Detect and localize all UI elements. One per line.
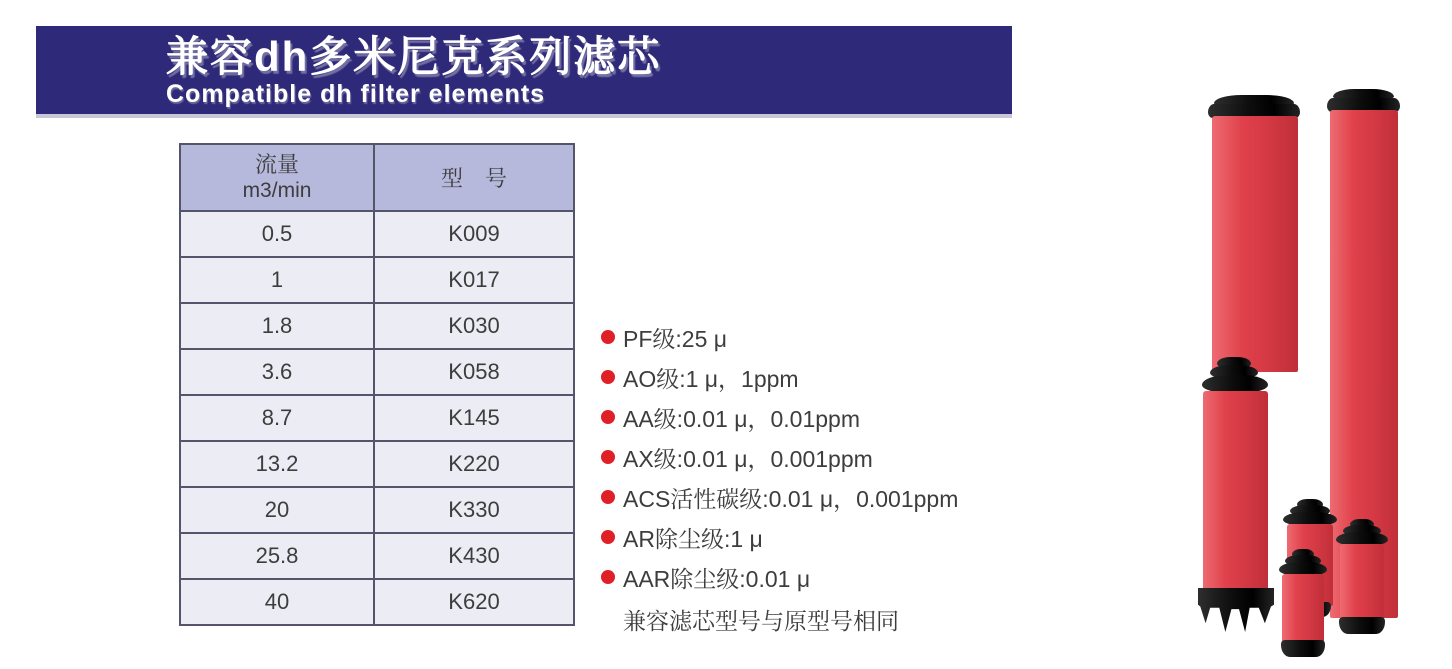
filter-body [1212,116,1298,372]
table-row [180,257,574,303]
column-header-flow [180,144,374,211]
bullet-icon [601,410,615,424]
column-header-model: 型 号 [374,144,574,211]
flow-cell: 1.8 [180,303,374,349]
flow-model-table [179,143,575,626]
table-header-row [180,144,574,211]
filter-bottom-ring [1289,602,1331,617]
bullet-icon [601,490,615,504]
page-subtitle: Compatible dh filter elements [166,80,546,108]
flow-cell: 0.5 [180,211,374,257]
header-banner [36,26,1012,118]
table-row [180,487,574,533]
filter-base-spikes [1198,588,1274,632]
bullet-icon [601,570,615,584]
spec-note: 兼容滤芯型号与原型号相同 [623,608,899,634]
filter-cap-icon [1217,357,1251,369]
spec-text: AA级:0.01 μ，0.01ppm [623,405,860,432]
filter-bottom-ring [1339,617,1385,634]
list-item [601,357,958,397]
filter-cap-icon [1283,512,1337,526]
filter-cap-icon [1202,375,1268,393]
flow-cell: 3.6 [180,349,374,395]
filter-cap-icon [1350,519,1374,529]
table-row [180,211,574,257]
filter-body [1340,544,1384,621]
filter-body [1330,110,1398,618]
filter-grade-list [601,317,958,636]
bullet-icon [601,370,615,384]
filter-cap-icon [1297,499,1323,509]
list-item [601,477,958,517]
filter-body [1282,574,1324,644]
filter-body [1287,524,1333,606]
model-cell: K009 [374,211,574,257]
bullet-icon [601,450,615,464]
filter-cap-icon [1208,104,1300,118]
model-cell: K058 [374,349,574,395]
filter-cap-icon [1214,95,1294,107]
list-item [601,397,958,437]
filter-cap-icon [1290,505,1330,516]
table-row [180,349,574,395]
list-item [601,557,958,597]
flow-model-table-wrap [179,143,575,626]
model-cell: K030 [374,303,574,349]
model-cell: K330 [374,487,574,533]
filter-cap-icon [1279,562,1327,576]
bullet-icon [601,330,615,344]
table-row [180,533,574,579]
filter-cap-icon [1285,555,1321,566]
list-item [601,517,958,557]
page-title: 兼容dh多米尼克系列滤芯 [166,33,662,80]
column-header-flow-zh: 流量 [254,151,299,177]
filter-cap-icon [1336,532,1388,546]
spec-text: ACS活性碳级:0.01 μ，0.001ppm [623,485,959,512]
bullet-icon [601,530,615,544]
spec-text: PF级:25 μ [623,325,728,352]
list-item [601,437,958,477]
flow-cell: 20 [180,487,374,533]
filter-cap-icon [1327,98,1400,112]
model-cell: K145 [374,395,574,441]
table-row [180,395,574,441]
filter-bottom-ring [1281,640,1325,657]
flow-cell: 25.8 [180,533,374,579]
table-row [180,303,574,349]
filter-body [1203,391,1268,590]
table-row [180,441,574,487]
spec-text: AX级:0.01 μ，0.001ppm [623,445,873,472]
list-item [601,317,958,357]
column-header-flow-unit: m3/min [242,178,312,202]
model-cell: K430 [374,533,574,579]
spec-text: AO级:1 μ，1ppm [623,365,799,392]
flow-cell: 1 [180,257,374,303]
model-cell: K620 [374,579,574,625]
flow-cell: 40 [180,579,374,625]
spec-text: AR除尘级:1 μ [623,525,763,552]
filter-cap-icon [1210,365,1258,379]
flow-cell: 13.2 [180,441,374,487]
filter-cap-icon [1343,525,1381,536]
filter-cap-icon [1292,549,1314,559]
flow-cell: 8.7 [180,395,374,441]
model-cell: K017 [374,257,574,303]
model-cell: K220 [374,441,574,487]
filter-cap-icon [1333,89,1394,100]
spec-text: AAR除尘级:0.01 μ [623,565,811,592]
table-row [180,579,574,625]
